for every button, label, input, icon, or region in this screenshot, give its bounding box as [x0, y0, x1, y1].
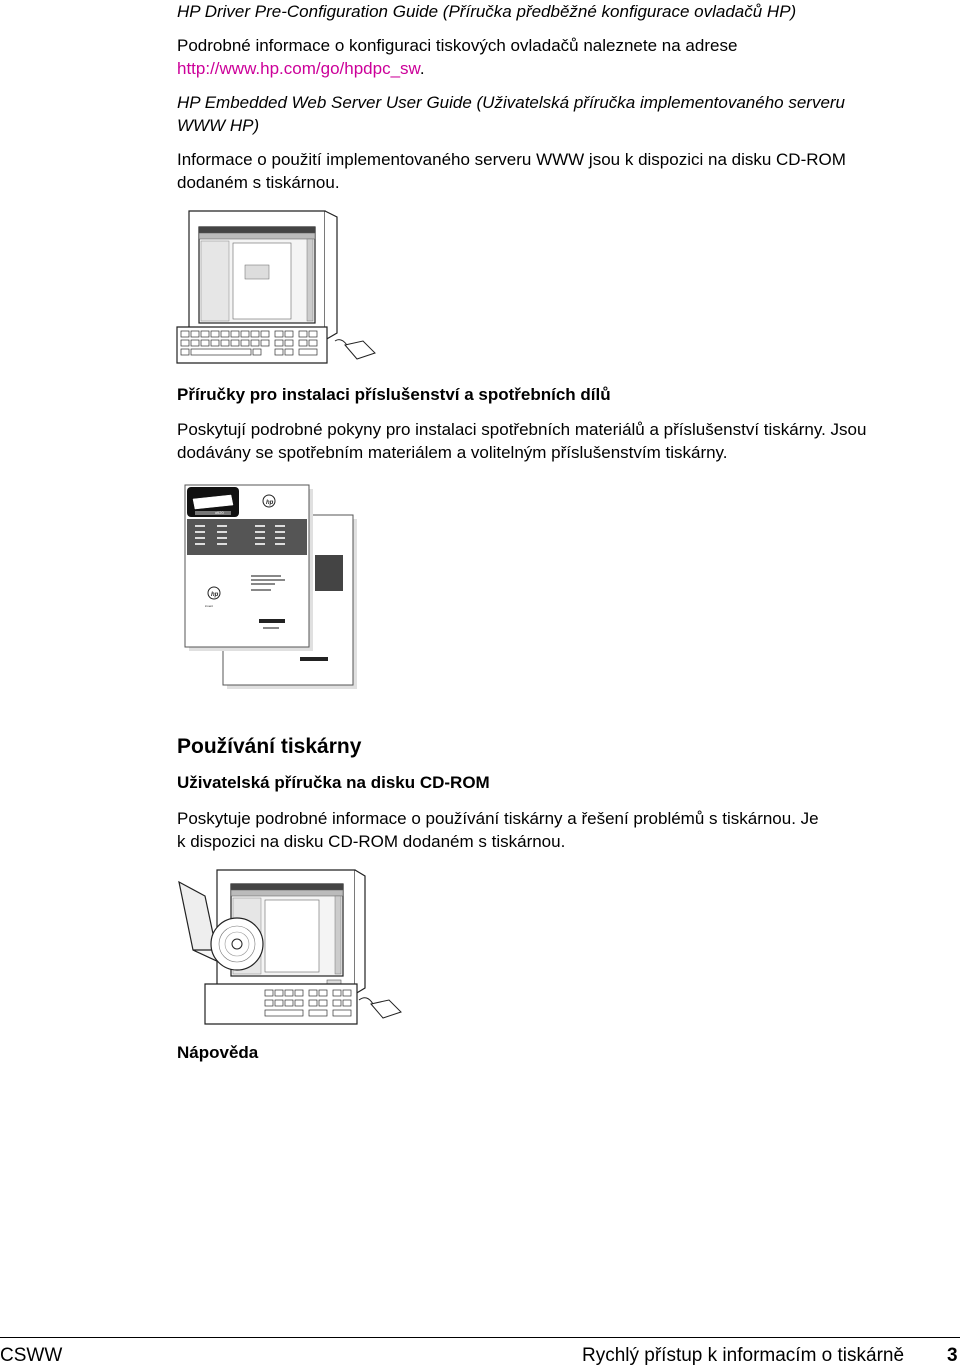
driver-guide-link-line: [177, 57, 425, 80]
using-printer-heading: Používání tiskárny: [177, 735, 362, 758]
cd-disc-icon: [211, 918, 263, 970]
computer-cd-illustration: [175, 866, 410, 1031]
footer-rule: [0, 1337, 960, 1338]
driver-guide-title: HP Driver Pre-Configuration Guide (Příručka předběžné konfigurace ovladačů HP): [177, 2, 797, 21]
driver-guide-text: Podrobné informace o konfiguraci tiskových ovladačů naleznete na adrese: [177, 36, 738, 55]
footer-section-title: Rychlý přístup k informacím o tiskárně: [582, 1345, 905, 1366]
hp-logo-small-2: hp: [211, 592, 219, 598]
computer-illustration: [175, 205, 385, 365]
help-heading: Nápověda: [177, 1043, 259, 1062]
ews-guide-title-line2: WWW HP): [177, 116, 260, 135]
booklet-label: otl20: [215, 510, 224, 515]
ews-guide-text-line1: Informace o použití implementovaného serveru WWW jsou k dispozici na disku CD-ROM: [177, 150, 846, 169]
accessory-guides-heading: Příručky pro instalaci příslušenství a spotřebních dílů: [177, 385, 611, 404]
hp-invent-text: invent: [205, 604, 214, 608]
hp-logo-small: hp: [266, 500, 274, 506]
accessory-guides-text-line2: dodávány se spotřebním materiálem a volitelným příslušenstvím tiskárny.: [177, 443, 728, 462]
user-guide-cdrom-heading: Uživatelská příručka na disku CD-ROM: [177, 773, 490, 792]
link-period: .: [419, 59, 425, 78]
accessory-guides-text-line1: Poskytují podrobné pokyny pro instalaci spotřebních materiálů a příslušenství tiskárny. Jsou: [177, 420, 867, 439]
using-printer-text-line1: Poskytuje podrobné informace o používání tiskárny a řešení problémů s tiskárnou. Je: [177, 809, 819, 828]
ews-guide-text-line2: dodaném s tiskárnou.: [177, 173, 340, 192]
using-printer-text-line2: k dispozici na disku CD-ROM dodaném s tiskárnou.: [177, 832, 566, 851]
booklets-illustration: [175, 475, 365, 695]
ews-guide-title-line1: HP Embedded Web Server User Guide (Uživatelská příručka implementovaného serveru: [177, 93, 846, 112]
hpdpc-link[interactable]: http://www.hp.com/go/hpdpc_sw: [177, 59, 420, 78]
footer-left: CSWW: [0, 1345, 63, 1366]
page-number: 3: [947, 1345, 958, 1366]
